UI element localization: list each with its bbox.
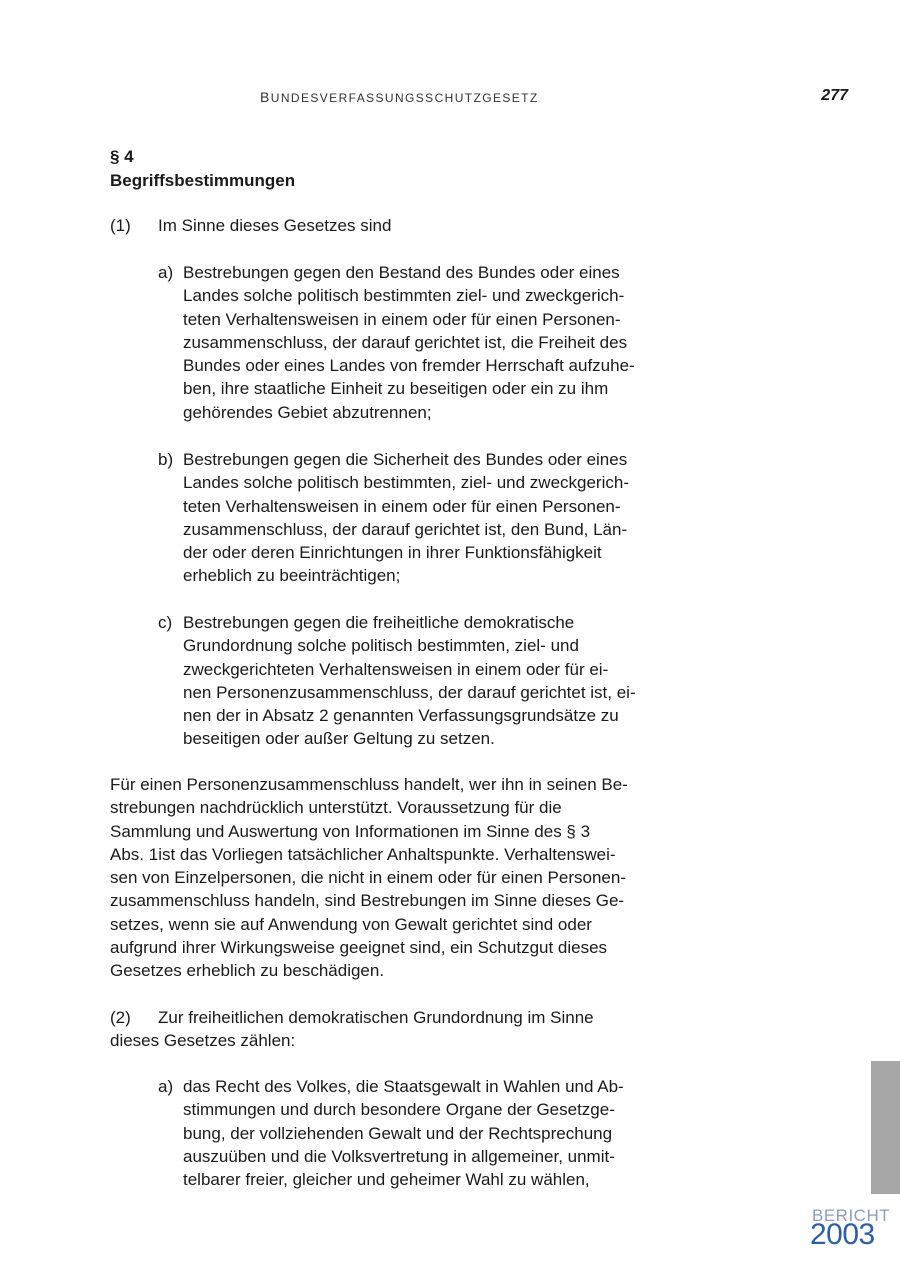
list-item <box>158 448 678 588</box>
list-item-text <box>183 611 678 751</box>
text-line: Landes solche politisch bestimmten ziel- und zweckgerich- <box>183 286 625 306</box>
text-line: nen der in Absatz 2 genannten Verfassungsgrundsätze zu <box>183 706 619 726</box>
list-item-text <box>183 261 678 424</box>
side-tab-marker <box>871 1061 900 1194</box>
text-line: sen von Einzelpersonen, die nicht in einem oder für einen Personen- <box>110 868 626 888</box>
closing-paragraph <box>110 773 670 983</box>
text-line: Landes solche politisch bestimmten, ziel- und zweckgerich- <box>183 473 629 493</box>
running-header-title <box>260 89 539 105</box>
text-line: gehörendes Gebiet abzutrennen; <box>183 402 432 422</box>
running-header-initial: B <box>260 89 271 105</box>
text-line: beseitigen oder außer Geltung zu setzen. <box>183 729 495 749</box>
list-item <box>158 1075 678 1191</box>
text-line: Bestrebungen gegen die freiheitliche demokratische <box>183 613 575 632</box>
text-line: der oder deren Einrichtungen in ihrer Funktionsfähigkeit <box>183 543 602 563</box>
text-line: strebungen nachdrücklich unterstützt. Voraussetzung für die <box>110 798 562 818</box>
text-line: Bundes oder eines Landes von fremder Herrschaft aufzuhe- <box>183 356 635 376</box>
text-line: Gesetzes erheblich zu beschädigen. <box>110 961 385 981</box>
text-line: bung, der vollziehenden Gewalt und der Rechtsprechung <box>183 1123 613 1143</box>
page-number: 277 <box>821 87 848 104</box>
text-line: stimmungen und durch besondere Organe der Gesetzge- <box>183 1100 615 1120</box>
text-line: telbarer freier, gleicher und geheimer Wahl zu wählen, <box>183 1170 590 1190</box>
text-line: das Recht des Volkes, die Staatsgewalt in Wahlen und Ab- <box>183 1077 624 1096</box>
list-item-letter: a) <box>158 1077 174 1096</box>
paragraph-2-intro <box>110 1006 670 1053</box>
text-line: nen Personenzusammenschluss, der darauf gerichtet ist, ei- <box>183 682 636 702</box>
bericht-label: BERICHT <box>812 1206 891 1225</box>
text-line: aufgrund ihrer Wirkungsweise geeignet sind, ein Schutzgut dieses <box>110 938 608 958</box>
text-line: setzes, wenn sie auf Anwendung von Gewalt gerichtet sind oder <box>110 914 592 934</box>
list-item-letter: a) <box>158 263 174 282</box>
list-item-letter: c) <box>158 613 173 632</box>
paragraph-1-intro-text: Im Sinne dieses Gesetzes sind <box>158 216 392 235</box>
paragraph-1-intro <box>110 214 391 237</box>
text-line: zusammenschluss, der darauf gerichtet ist, den Bund, Län- <box>183 519 628 539</box>
text-line: erheblich zu beeinträchtigen; <box>183 566 401 586</box>
list-item-text <box>183 1075 678 1191</box>
list-item-text <box>183 448 678 588</box>
text-line: ben, ihre staatliche Einheit zu beseitigen oder ein zu ihm <box>183 379 609 399</box>
text-line: teten Verhaltensweisen in einem oder für einen Personen- <box>183 309 621 329</box>
text-line: zweckgerichteten Verhaltensweisen in einem oder für ei- <box>183 659 609 679</box>
list-item-letter: b) <box>158 450 174 469</box>
text-line: Bestrebungen gegen den Bestand des Bundes oder eines <box>183 263 620 282</box>
section-number: § 4 <box>110 147 134 166</box>
paragraph-1-number: (1) <box>110 216 131 235</box>
text-line: zusammenschluss, der darauf gerichtet ist, die Freiheit des <box>183 332 628 352</box>
bericht-year: 2003 <box>810 1218 875 1251</box>
text-line: Bestrebungen gegen die Sicherheit des Bundes oder eines <box>183 450 628 469</box>
section-title: Begriffsbestimmungen <box>110 171 296 190</box>
text-line: Grundordnung solche politisch bestimmten, ziel- und <box>183 636 579 656</box>
list-item <box>158 261 678 424</box>
text-line: Für einen Personenzusammenschluss handelt, wer ihn in seinen Be- <box>110 775 628 794</box>
text-line: auszuüben und die Volksvertretung in allgemeiner, unmit- <box>183 1146 615 1166</box>
paragraph-2-intro-text: Zur freiheitlichen demokratischen Grundordnung im Sinne <box>158 1008 594 1027</box>
text-line: zusammenschluss handeln, sind Bestrebungen im Sinne dieses Ge- <box>110 891 625 911</box>
text-line: Abs. 1ist das Vorliegen tatsächlicher Anhaltspunkte. Verhaltenswei- <box>110 844 616 864</box>
running-header-rest: UNDESVERFASSUNGSSCHUTZGESETZ <box>270 91 539 105</box>
text-line: Sammlung und Auswertung von Informationen im Sinne des § 3 <box>110 821 591 841</box>
text-line: dieses Gesetzes zählen: <box>110 1031 296 1051</box>
text-line <box>110 1006 670 1029</box>
text-line: teten Verhaltensweisen in einem oder für einen Personen- <box>183 496 621 516</box>
list-item <box>158 611 678 751</box>
paragraph-2-number: (2) <box>110 1008 131 1027</box>
